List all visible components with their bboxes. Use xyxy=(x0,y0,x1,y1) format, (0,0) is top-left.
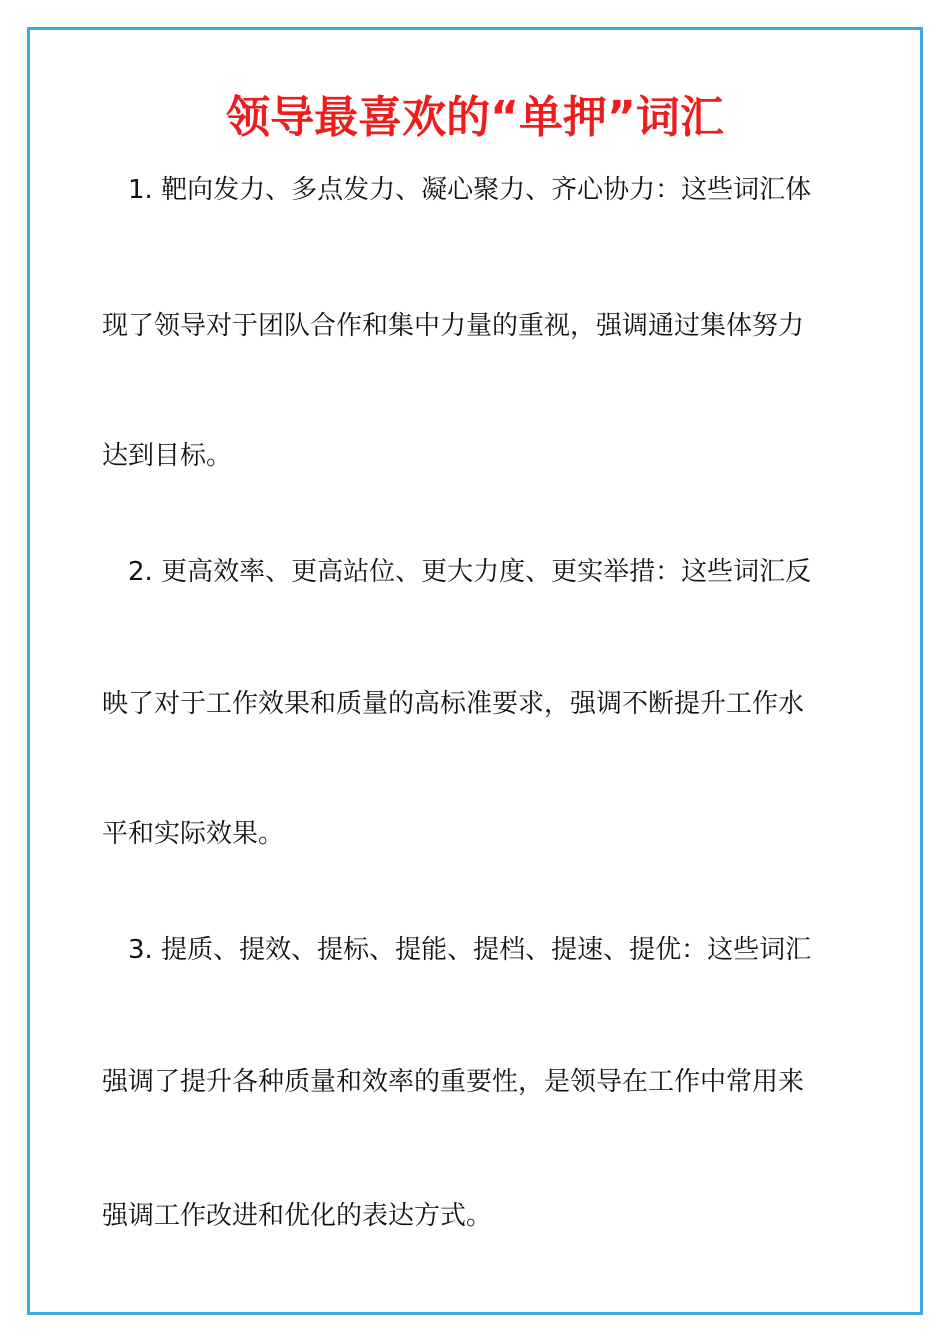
paragraph-line: 2. 更高效率、更高站位、更大力度、更实举措：这些词汇反 xyxy=(128,557,812,587)
paragraph-line: 1. 靶向发力、多点发力、凝心聚力、齐心协力：这些词汇体 xyxy=(128,175,812,205)
paragraph-line: 映了对于工作效果和质量的高标准要求，强调不断提升工作水 xyxy=(102,689,805,719)
paragraph-line: 现了领导对于团队合作和集中力量的重视，强调通过集体努力 xyxy=(102,311,805,341)
paragraph-line: 强调了提升各种质量和效率的重要性，是领导在工作中常用来 xyxy=(102,1067,805,1097)
paragraph-line: 强调工作改进和优化的表达方式。 xyxy=(102,1201,493,1231)
paragraph-line: 达到目标。 xyxy=(102,441,233,471)
paragraph-line: 3. 提质、提效、提标、提能、提档、提速、提优：这些词汇 xyxy=(128,935,812,965)
paragraph-line: 平和实际效果。 xyxy=(102,819,285,849)
page-border-frame xyxy=(27,27,923,1315)
page-title: 领导最喜欢的“单押”词汇 xyxy=(226,92,724,143)
